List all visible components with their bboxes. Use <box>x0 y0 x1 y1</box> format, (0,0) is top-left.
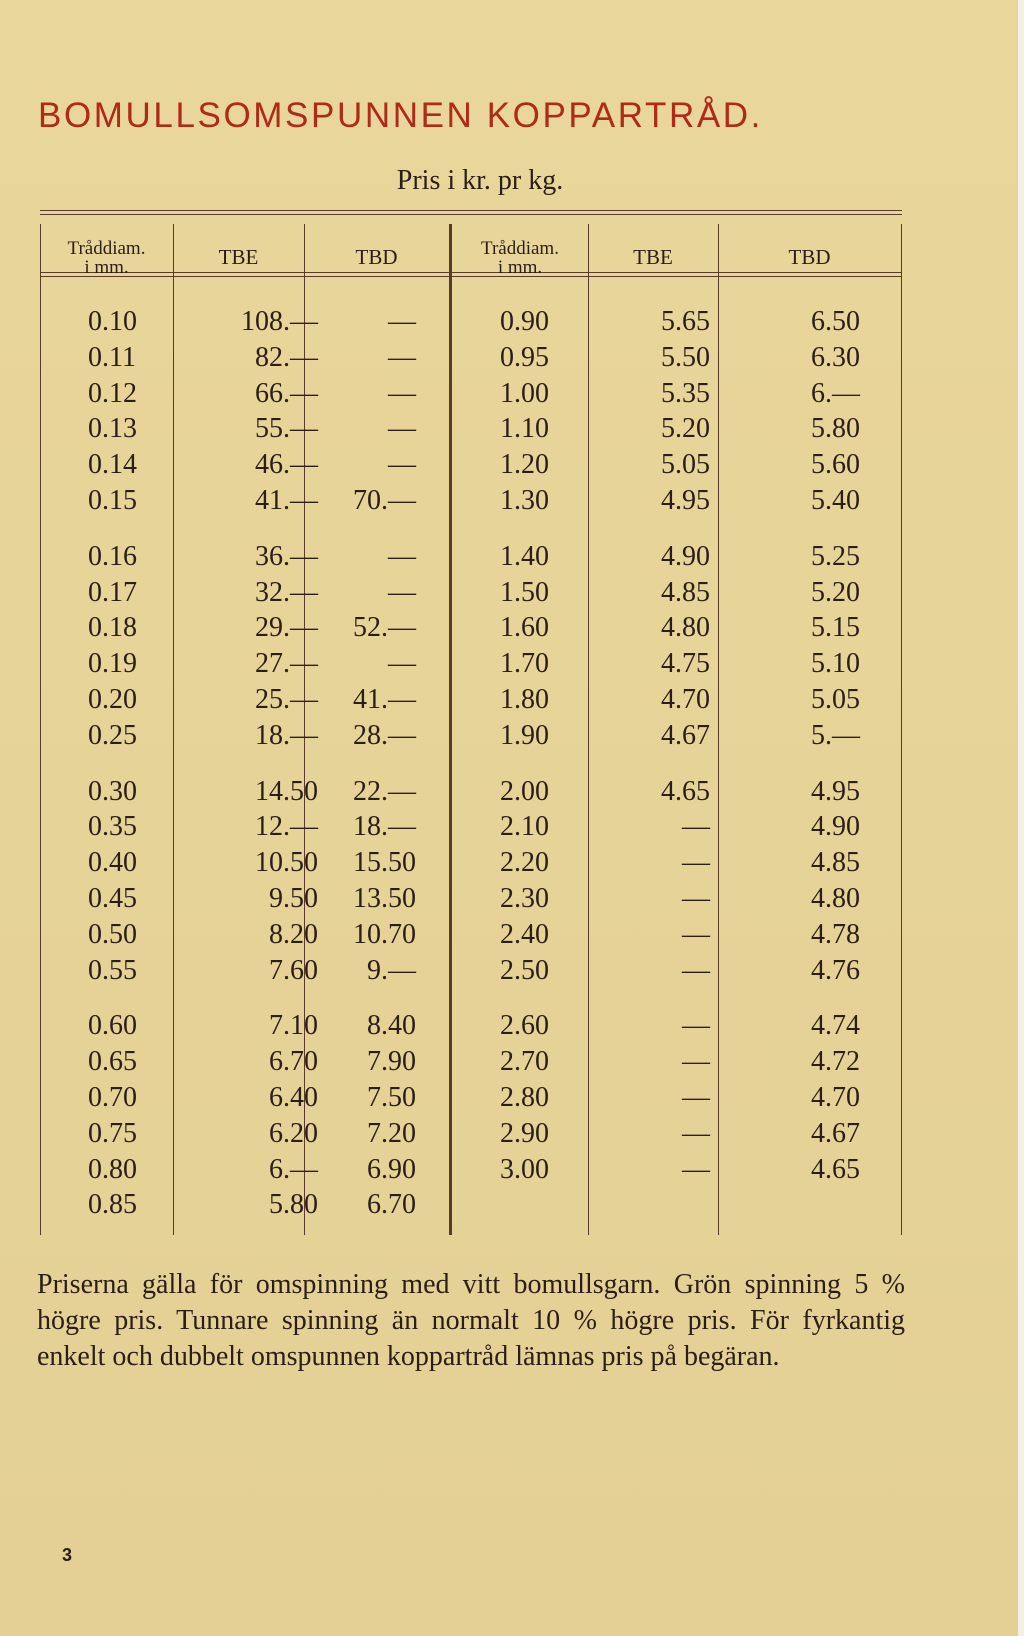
cell-tbe1: 27.— <box>255 648 318 680</box>
cell-tbd1: 6.70 <box>367 1189 416 1221</box>
cell-tbe2: — <box>682 918 710 950</box>
cell-tbe1: 18.— <box>255 719 318 751</box>
cell-d1: 0.30 <box>88 775 137 807</box>
cell-tbe2: 5.35 <box>661 377 710 409</box>
cell-tbe2: 4.67 <box>661 719 710 751</box>
cell-tbe1: 6.40 <box>269 1081 318 1113</box>
cell-tbd2: 5.25 <box>811 540 860 572</box>
table-row <box>40 646 902 682</box>
cell-d1: 0.11 <box>88 341 136 373</box>
cell-d1: 0.80 <box>88 1153 137 1185</box>
table-row <box>40 610 902 646</box>
cell-tbd2: 6.30 <box>811 341 860 373</box>
table-row <box>40 718 902 754</box>
page-edge <box>1018 0 1024 1636</box>
cell-d2: 2.40 <box>500 918 549 950</box>
cell-tbe2: 5.50 <box>661 341 710 373</box>
row-group <box>40 1008 902 1223</box>
cell-d1: 0.65 <box>88 1046 137 1078</box>
cell-d1: 0.25 <box>88 719 137 751</box>
cell-tbd2: 5.40 <box>811 484 860 516</box>
cell-tbe1: 6.— <box>269 1153 318 1185</box>
cell-tbd2: 4.80 <box>811 882 860 914</box>
cell-tbd2: 5.60 <box>811 449 860 481</box>
cell-tbe2: 4.95 <box>661 484 710 516</box>
cell-d2: 1.20 <box>500 449 549 481</box>
cell-d2: 2.90 <box>500 1117 549 1149</box>
header-diameter-left <box>40 230 173 285</box>
cell-tbe1: 25.— <box>255 683 318 715</box>
cell-tbd1: 7.20 <box>367 1117 416 1149</box>
header-tbe-left: TBE <box>218 245 259 269</box>
cell-tbd2: 4.65 <box>811 1153 860 1185</box>
cell-d2: 0.90 <box>500 306 549 337</box>
cell-tbd1: 6.90 <box>367 1153 416 1185</box>
row-group <box>40 539 902 754</box>
row-group <box>40 304 902 519</box>
cell-tbe2: — <box>682 882 710 914</box>
cell-tbe2: 5.65 <box>661 306 710 337</box>
cell-tbe2: — <box>682 1010 710 1042</box>
table-row <box>40 953 902 989</box>
cell-d2: 2.20 <box>500 847 549 879</box>
cell-d2: 1.90 <box>500 719 549 751</box>
cell-tbd2: 5.15 <box>811 612 860 644</box>
cell-tbe1: 8.20 <box>269 918 318 950</box>
cell-tbe1: 36.— <box>255 540 318 572</box>
table-row <box>40 1187 902 1223</box>
cell-tbd1: 13.50 <box>353 882 416 914</box>
cell-d1: 0.50 <box>88 918 137 950</box>
cell-d1: 0.19 <box>88 648 137 680</box>
cell-tbd2: 6.50 <box>811 306 860 337</box>
cell-tbd1: — <box>388 413 416 445</box>
cell-d2: 2.50 <box>500 954 549 986</box>
cell-d1: 0.60 <box>88 1010 137 1042</box>
cell-d2: 1.70 <box>500 648 549 680</box>
cell-tbe1: 32.— <box>255 576 318 608</box>
cell-tbd1: — <box>388 341 416 373</box>
table-row <box>40 539 902 575</box>
cell-tbe2: 4.70 <box>661 683 710 715</box>
cell-tbd1: 10.70 <box>353 918 416 950</box>
cell-tbd1: 28.— <box>353 719 416 751</box>
cell-tbe1: 82.— <box>255 341 318 373</box>
cell-tbd2: 6.— <box>811 377 860 409</box>
cell-d2: 1.30 <box>500 484 549 516</box>
page-number: 3 <box>62 1545 73 1565</box>
cell-tbe2: — <box>682 811 710 843</box>
table-row <box>40 575 902 611</box>
cell-tbe2: — <box>682 1046 710 1078</box>
price-unit-subtitle: Pris i kr. pr kg. <box>396 165 564 196</box>
cell-d2: 3.00 <box>500 1153 549 1185</box>
cell-tbd1: 70.— <box>353 484 416 516</box>
cell-tbe2: — <box>682 1153 710 1185</box>
cell-tbd1: 22.— <box>353 775 416 807</box>
cell-tbd1: 15.50 <box>353 847 416 879</box>
cell-tbd2: 4.78 <box>811 918 860 950</box>
cell-tbe2: 4.90 <box>661 540 710 572</box>
cell-tbe2: 4.85 <box>661 576 710 608</box>
table-row <box>40 881 902 917</box>
cell-tbe2: 4.75 <box>661 648 710 680</box>
cell-tbd1: — <box>388 648 416 680</box>
header-diam-line1: Tråddiam. <box>481 237 559 259</box>
cell-d1: 0.18 <box>88 612 137 644</box>
table-row <box>40 447 902 483</box>
page-title: BOMULLSOMSPUNNEN KOPPARTRÅD. <box>38 96 763 135</box>
table-row <box>40 376 902 412</box>
cell-tbd1: 8.40 <box>367 1010 416 1042</box>
table-row <box>40 1044 902 1080</box>
table-row <box>40 1152 902 1188</box>
table-row <box>40 340 902 376</box>
cell-d2: 2.70 <box>500 1046 549 1078</box>
cell-d2: 2.60 <box>500 1010 549 1042</box>
cell-d2: 2.80 <box>500 1081 549 1113</box>
cell-tbd2: 5.— <box>811 719 860 751</box>
cell-tbd1: 7.90 <box>367 1046 416 1078</box>
cell-tbd2: 4.90 <box>811 811 860 843</box>
cell-tbd1: — <box>388 449 416 481</box>
cell-tbe1: 41.— <box>255 484 318 516</box>
table-row <box>40 845 902 881</box>
cell-tbe1: 6.20 <box>269 1117 318 1149</box>
cell-d1: 0.16 <box>88 540 137 572</box>
table-row <box>40 1008 902 1044</box>
cell-d1: 0.55 <box>88 954 137 986</box>
header-tbe-right: TBE <box>633 245 673 269</box>
cell-d2: 1.10 <box>500 413 549 445</box>
cell-tbd2: 4.74 <box>811 1010 860 1042</box>
cell-d2: 1.50 <box>500 576 549 608</box>
table-top-rule-inner <box>40 214 902 215</box>
header-diam-line2: i mm. <box>497 256 543 278</box>
header-diam-line2: i mm. <box>84 256 129 278</box>
table-row <box>40 304 902 340</box>
table-row <box>40 917 902 953</box>
cell-tbe1: 55.— <box>255 413 318 445</box>
cell-tbd1: — <box>388 540 416 572</box>
cell-tbe1: 12.— <box>255 811 318 843</box>
table-row <box>40 1080 902 1116</box>
cell-d2: 1.00 <box>500 377 549 409</box>
cell-tbd1: — <box>388 377 416 409</box>
cell-tbe1: 10.50 <box>255 847 318 879</box>
header-tbd-right: TBD <box>788 245 831 269</box>
cell-d2: 2.30 <box>500 882 549 914</box>
cell-tbd2: 4.85 <box>811 847 860 879</box>
cell-tbd1: 52.— <box>353 612 416 644</box>
header-tbd-left: TBD <box>355 245 398 269</box>
cell-tbd1: 18.— <box>353 811 416 843</box>
row-group <box>40 774 902 989</box>
price-table <box>40 210 902 1235</box>
table-row <box>40 682 902 718</box>
cell-tbd2: 5.20 <box>811 576 860 608</box>
cell-d2: 1.40 <box>500 540 549 572</box>
cell-d1: 0.14 <box>88 449 137 481</box>
cell-tbe2: — <box>682 954 710 986</box>
cell-d1: 0.17 <box>88 576 137 608</box>
cell-tbd2: 4.72 <box>811 1046 860 1078</box>
price-note: Priserna gälla för omspinning med vitt bomullsgarn. Grön spinning 5 % högre pris. Tunnare spinning än normalt 10 % högre pris. För fyrkantig enkelt och dubbelt omspunnen koppartråd lämnas pris på begäran. <box>37 1269 905 1372</box>
cell-tbd1: — <box>388 306 416 337</box>
cell-tbe1: 7.60 <box>269 954 318 986</box>
cell-d1: 0.12 <box>88 377 137 409</box>
cell-d1: 0.20 <box>88 683 137 715</box>
cell-d1: 0.40 <box>88 847 137 879</box>
cell-tbd2: 5.10 <box>811 648 860 680</box>
cell-d2: 2.00 <box>500 775 549 807</box>
cell-d1: 0.15 <box>88 484 137 516</box>
cell-d1: 0.85 <box>88 1189 137 1221</box>
cell-tbe2: 4.65 <box>661 775 710 807</box>
cell-tbd1: 9.— <box>367 954 416 986</box>
cell-d2: 0.95 <box>500 341 549 373</box>
cell-tbd2: 4.67 <box>811 1117 860 1149</box>
cell-tbd1: — <box>388 576 416 608</box>
cell-tbe1: 9.50 <box>269 882 318 914</box>
cell-tbd2: 4.76 <box>811 954 860 986</box>
cell-tbd2: 5.05 <box>811 683 860 715</box>
cell-tbd2: 4.95 <box>811 775 860 807</box>
cell-tbe1: 6.70 <box>269 1046 318 1078</box>
cell-tbe2: — <box>682 1081 710 1113</box>
cell-tbd1: 41.— <box>353 683 416 715</box>
table-row <box>40 809 902 845</box>
cell-tbe2: — <box>682 1117 710 1149</box>
table-row <box>40 774 902 810</box>
cell-tbd2: 5.80 <box>811 413 860 445</box>
table-body <box>40 304 902 1243</box>
cell-d1: 0.45 <box>88 882 137 914</box>
cell-d1: 0.10 <box>88 306 137 337</box>
cell-tbd1: 7.50 <box>367 1081 416 1113</box>
cell-d2: 2.10 <box>500 811 549 843</box>
cell-d1: 0.75 <box>88 1117 137 1149</box>
table-row <box>40 411 902 447</box>
cell-d2: 1.60 <box>500 612 549 644</box>
cell-tbe1: 14.50 <box>255 775 318 807</box>
header-diameter-right <box>452 230 588 285</box>
table-row <box>40 483 902 519</box>
cell-d2: 1.80 <box>500 683 549 715</box>
cell-tbe2: — <box>682 847 710 879</box>
cell-d1: 0.13 <box>88 413 137 445</box>
table-top-rule <box>40 210 902 211</box>
cell-d1: 0.70 <box>88 1081 137 1113</box>
cell-tbe1: 7.10 <box>269 1010 318 1042</box>
cell-tbe2: 5.05 <box>661 449 710 481</box>
cell-tbe1: 29.— <box>255 612 318 644</box>
cell-tbd2: 4.70 <box>811 1081 860 1113</box>
cell-tbe2: 5.20 <box>661 413 710 445</box>
cell-d1: 0.35 <box>88 811 137 843</box>
cell-tbe1: 108.— <box>241 306 318 337</box>
cell-tbe1: 5.80 <box>269 1189 318 1221</box>
cell-tbe2: 4.80 <box>661 612 710 644</box>
cell-tbe1: 66.— <box>255 377 318 409</box>
header-diam-line1: Tråddiam. <box>67 237 146 259</box>
table-row <box>40 1116 902 1152</box>
cell-tbe1: 46.— <box>255 449 318 481</box>
